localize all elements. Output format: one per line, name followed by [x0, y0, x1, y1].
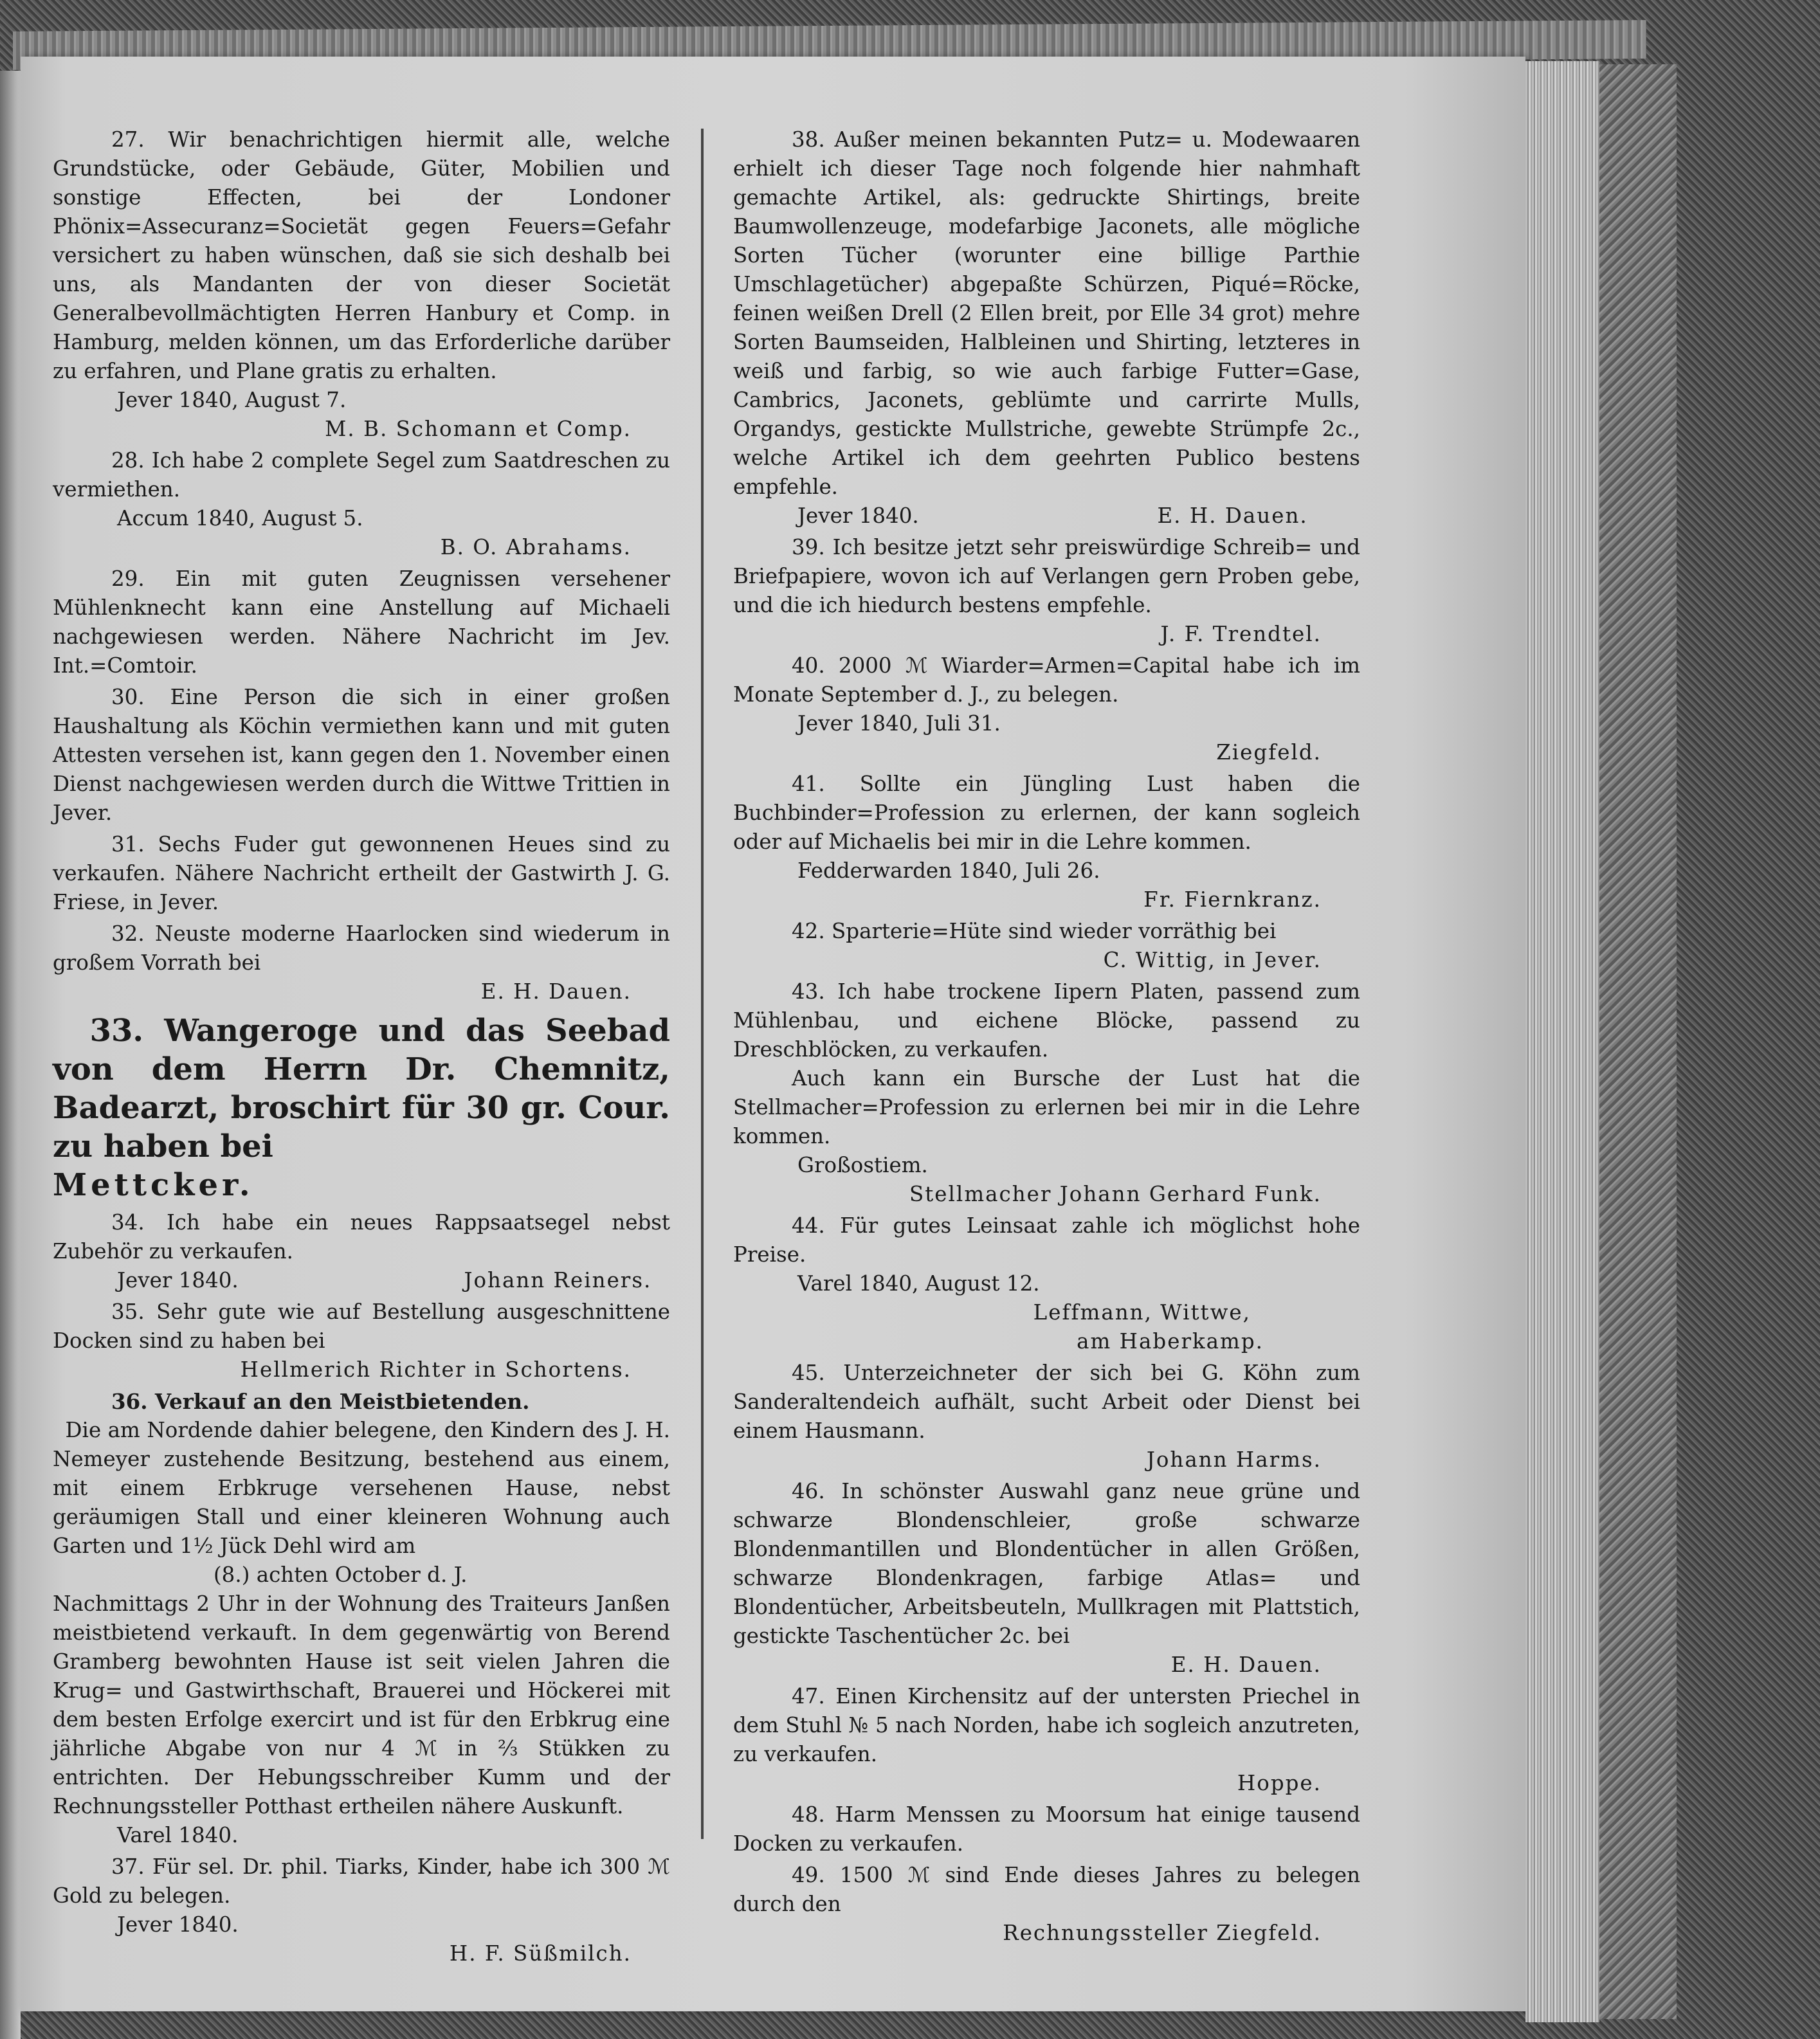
- notice-37: [53, 1853, 670, 1968]
- notice-place-date: Jever 1840.: [117, 1912, 239, 1937]
- notice-38: [733, 125, 1360, 530]
- notice-28: [53, 446, 670, 562]
- notice-text: 49. 1500 ℳ sind Ende dieses Jahres zu belegen durch den: [733, 1863, 1360, 1916]
- notice-signature: J. F. Trendtel.: [1160, 622, 1322, 646]
- notice-place-date: [53, 1266, 670, 1295]
- notice-text: 37. Für sel. Dr. phil. Tiarks, Kinder, habe ich 300 ℳ Gold zu belegen.: [53, 1854, 670, 1908]
- column-divider: [701, 129, 704, 1839]
- notice-signature: Hoppe.: [1237, 1771, 1322, 1795]
- notice-text: 42. Sparterie=Hüte sind wieder vorräthig bei: [792, 919, 1277, 943]
- notice-text: 45. Unterzeichneter der sich bei G. Köhn zum Sanderaltendeich aufhält, sucht Arbeit oder Dienst bei einem Hausmann.: [733, 1361, 1360, 1443]
- notice-34: [53, 1208, 670, 1295]
- page-stack-edge: [1525, 61, 1599, 2022]
- notice-text: Die am Nordende dahier belegene, den Kindern des J. H. Nemeyer zustehende Besitzung, bestehend aus einem, mit einem Erbkruge versehenen Hause, nebst geräumigen Stall und einer kleineren Wohnung auch Garten und 1½ Jück Dehl wird am: [53, 1418, 670, 1558]
- notice-place-date: [733, 502, 1360, 530]
- notice-heading: 36. Verkauf an den Meistbietenden.: [111, 1389, 530, 1414]
- notice-text: 35. Sehr gute wie auf Bestellung ausgeschnittene Docken sind zu haben bei: [53, 1300, 670, 1353]
- notice-place-date: Varel 1840.: [117, 1823, 239, 1847]
- notice-text-continued: Auch kann ein Bursche der Lust hat die Stellmacher=Profession zu erlernen bei mir in die Lehre kommen.: [733, 1066, 1360, 1148]
- notice-29: [53, 565, 670, 680]
- notice-42: [733, 917, 1360, 975]
- notice-signature: E. H. Dauen.: [1170, 1653, 1322, 1677]
- notice-text: 28. Ich habe 2 complete Segel zum Saatdreschen zu vermiethen.: [53, 448, 670, 502]
- notice-signature: E. H. Dauen.: [1157, 503, 1308, 528]
- notice-text: 47. Einen Kirchensitz auf der untersten Priechel in dem Stuhl № 5 nach Norden, habe ich sogleich anzutreten, zu verkaufen.: [733, 1684, 1360, 1766]
- notice-place-date: Jever 1840, Juli 31.: [797, 711, 1001, 736]
- notice-text: 29. Ein mit guten Zeugnissen versehener Mühlenknecht kann eine Anstellung auf Michaeli nachgewiesen werden. Nähere Nachricht im Jev. Int.=Comtoir.: [53, 566, 670, 678]
- notice-signature: Leffmann, Wittwe,: [1033, 1300, 1251, 1325]
- notice-45: [733, 1359, 1360, 1474]
- notice-place-date: Accum 1840, August 5.: [117, 506, 363, 530]
- notice-48: [733, 1800, 1360, 1858]
- notice-place: Großostiem.: [797, 1153, 928, 1177]
- notice-signature: C. Wittig, in Jever.: [1103, 948, 1322, 972]
- right-column: [733, 125, 1360, 1945]
- auction-date: (8.) achten October d. J.: [214, 1563, 468, 1587]
- notice-signature: M. B. Schomann et Comp.: [325, 417, 632, 441]
- notice-signature: Fr. Fiernkranz.: [1143, 887, 1322, 912]
- notice-27: [53, 125, 670, 444]
- notice-46: [733, 1477, 1360, 1680]
- notice-43: [733, 977, 1360, 1209]
- notice-44: [733, 1211, 1360, 1356]
- notice-signature: B. O. Abrahams.: [440, 535, 632, 559]
- notice-place: Jever 1840.: [117, 1268, 239, 1292]
- notice-place: Jever 1840.: [797, 503, 919, 528]
- notice-place-date: Fedderwarden 1840, Juli 26.: [797, 858, 1100, 883]
- notice-signature: Johann Harms.: [1146, 1447, 1322, 1472]
- notice-signature: Hellmerich Richter in Schortens.: [240, 1357, 632, 1382]
- notice-text: 33. Wangeroge und das Seebad von dem Herrn Dr. Chemnitz, Badearzt, broschirt für 30 gr. Cour. zu haben bei: [53, 1013, 670, 1164]
- notice-40: [733, 651, 1360, 767]
- notice-place-date: Jever 1840, August 7.: [117, 388, 347, 412]
- notice-text: 27. Wir benachrichtigen hiermit alle, welche Grundstücke, oder Gebäude, Güter, Mobilien und sonstige Effecten, bei der Londoner Phönix=Assecuranz=Societät gegen Feuers=Gefahr versichert zu haben wünschen, daß sie sich deshalb bei uns, als Mandanten der von dieser Societät Generalbevollmächtigten Herren Hanbury et Comp. in Hamburg, melden können, um das Erforderliche darüber zu erfahren, und Plane gratis zu erhalten.: [53, 127, 670, 383]
- notice-text: 39. Ich besitze jetzt sehr preiswürdige Schreib= und Briefpapiere, wovon ich auf Verlangen gern Proben gebe, und die ich hiedurch bestens empfehle.: [733, 535, 1360, 617]
- notice-47: [733, 1682, 1360, 1798]
- notice-33: [53, 1011, 670, 1204]
- notice-36: [53, 1387, 670, 1850]
- notice-signature: Johann Reiners.: [464, 1268, 652, 1292]
- book-cover-edge: [1599, 64, 1677, 2019]
- notice-text: 41. Sollte ein Jüngling Lust haben die Buchbinder=Profession zu erlernen, der kann sogleich oder auf Michaelis bei mir in die Lehre kommen.: [733, 772, 1360, 854]
- notice-text: 48. Harm Menssen zu Moorsum hat einige tausend Docken zu verkaufen.: [733, 1802, 1360, 1856]
- notice-signature-line2: am Haberkamp.: [1077, 1329, 1264, 1354]
- notice-30: [53, 683, 670, 828]
- notice-49: [733, 1861, 1360, 1948]
- notice-place-date: Varel 1840, August 12.: [797, 1271, 1040, 1296]
- notice-text: 40. 2000 ℳ Wiarder=Armen=Capital habe ich im Monate September d. J., zu belegen.: [733, 653, 1360, 707]
- notice-signature: Mettcker.: [53, 1167, 254, 1203]
- notice-text: 34. Ich habe ein neues Rappsaatsegel nebst Zubehör zu verkaufen.: [53, 1210, 670, 1264]
- notice-text: 30. Eine Person die sich in einer großen Haushaltung als Köchin vermiethen kann und mit guten Attesten versehen ist, kann gegen den 1. November einen Dienst nachgewiesen werden durch die Wittwe Trittien in Jever.: [53, 685, 670, 825]
- notice-signature: Ziegfeld.: [1216, 740, 1322, 765]
- notice-39: [733, 533, 1360, 649]
- notice-31: [53, 830, 670, 917]
- notice-text: 32. Neuste moderne Haarlocken sind wiederum in großem Vorrath bei: [53, 921, 670, 975]
- notice-35: [53, 1298, 670, 1384]
- notice-signature: H. F. Süßmilch.: [449, 1941, 632, 1966]
- notice-signature: Rechnungssteller Ziegfeld.: [1003, 1921, 1322, 1945]
- notice-text-continued: Nachmittags 2 Uhr in der Wohnung des Traiteurs Janßen meistbietend verkauft. In dem gegenwärtig von Berend Gramberg bewohnten Hause ist seit vielen Jahren die Krug= und Gastwirthschaft, Brauerei und Höckerei mit dem besten Erfolge exercirt und ist für den Erbkrug eine jährliche Abgabe von nur 4 ℳ in ⅔ Stükken zu entrichten. Der Hebungsschreiber Kumm und der Rechnungssteller Potthast ertheilen nähere Auskunft.: [53, 1591, 670, 1818]
- left-column: [53, 125, 670, 1966]
- notice-text: 38. Außer meinen bekannten Putz= u. Modewaaren erhielt ich dieser Tage noch folgende hier nahmhaft gemachte Artikel, als: gedruckte Shirtings, breite Baumwollenzeuge, modefarbige Jaconets, alle mögliche Sorten Tücher (worunter eine billige Parthie Umschlagetücher) abgepaßte Schürzen, Piqué=Röcke, feinen weißen Drell (2 Ellen breit, por Elle 34 grot) mehre Sorten Baumseiden, Halbleinen und Shirting, letzteres in weiß und farbig, so wie auch farbige Futter=Gase, Cambrics, Jaconets, geblümte und carrirte Mulls, Organdys, gestickte Mullstriche, gewebte Strümpfe 2c., welche Artikel ich dem geehrten Publico bestens empfehle.: [733, 127, 1360, 499]
- notice-signature: E. H. Dauen.: [480, 979, 632, 1004]
- notice-text: 44. Für gutes Leinsaat zahle ich möglichst hohe Preise.: [733, 1213, 1360, 1267]
- notice-text: 43. Ich habe trockene Iipern Platen, passend zum Mühlenbau, und eichene Blöcke, passend zu Dreschblöcken, zu verkaufen.: [733, 979, 1360, 1062]
- facing-page-edge: [0, 71, 21, 2039]
- notice-32: [53, 920, 670, 1006]
- notice-text: 31. Sechs Fuder gut gewonnenen Heues sind zu verkaufen. Nähere Nachricht ertheilt der Gastwirth J. G. Friese, in Jever.: [53, 832, 670, 914]
- notice-text: 46. In schönster Auswahl ganz neue grüne und schwarze Blondenschleier, große schwarze Blondenmantillen und Blondentücher in allen Größen, schwarze Blondenkragen, farbige Atlas= und Blondentücher, Arbeitsbeuteln, Mullkragen mit Plattstich, gestickte Taschentücher 2c. bei: [733, 1479, 1360, 1648]
- notice-41: [733, 770, 1360, 914]
- notice-signature: Stellmacher Johann Gerhard Funk.: [909, 1182, 1322, 1206]
